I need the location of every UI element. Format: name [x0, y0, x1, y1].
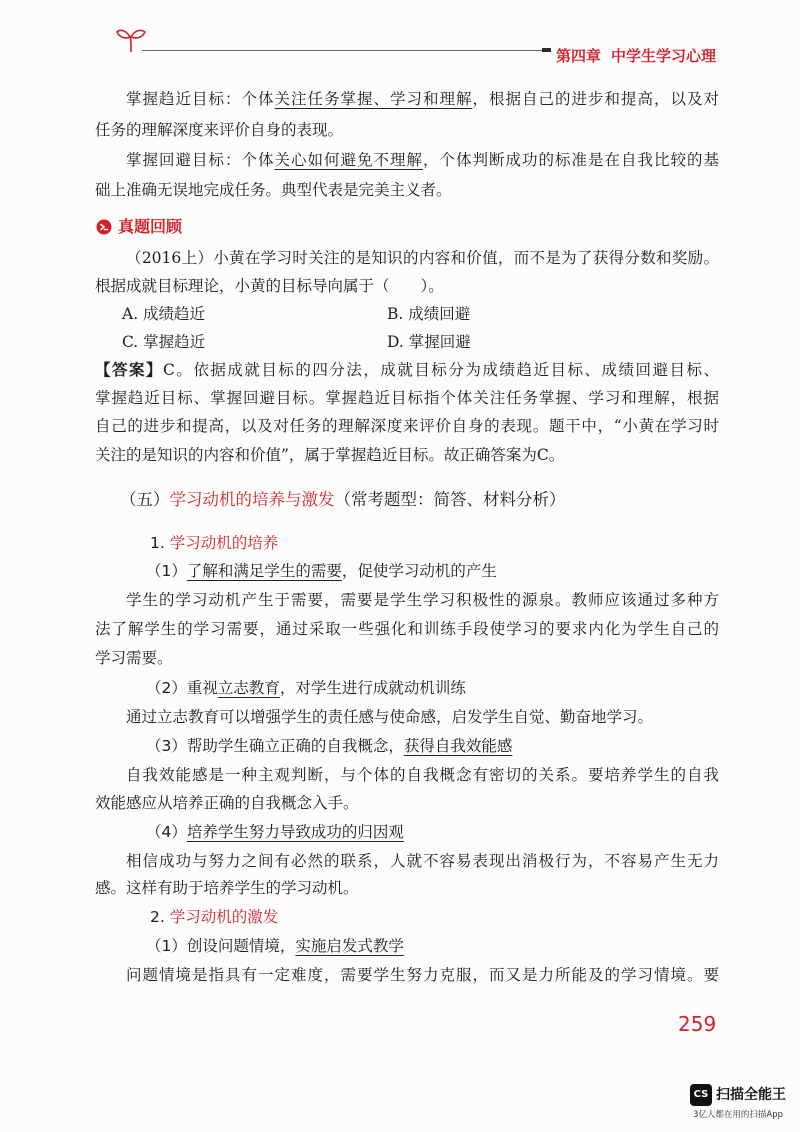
chapter-title: 中学生学习心理: [611, 47, 717, 65]
option-a: A. 成绩趋近: [122, 305, 206, 323]
underlined-text: 立志教育: [217, 679, 280, 697]
options-row: [0, 302, 800, 326]
paragraph-line: 学生的学习动机产生于需要，需要是学生学习积极性的源泉。教师应该通过多种方: [126, 591, 719, 609]
item-number: （1）: [146, 937, 187, 955]
paragraph-line: 础上准确无误地完成任务。典型代表是完美主义者。: [95, 181, 452, 199]
scanner-app-name: 扫描全能王: [716, 1087, 786, 1103]
subsection-number: 2.: [150, 908, 165, 926]
text-segment: 重视: [186, 679, 218, 697]
paragraph-line: [95, 148, 719, 172]
question-line: （2016上）小黄在学习时关注的是知识的内容和价值，而不是为了获得分数和奖励。: [126, 249, 719, 267]
text-segment: ，个体判断成功的标准是在自我比较的基: [423, 151, 719, 169]
chapter-number: 第四章: [556, 47, 602, 65]
item-number: （3）: [146, 737, 187, 755]
paragraph-line: 效能感应从培养正确的自我概念入手。: [95, 794, 359, 812]
text-segment: 创设问题情境，: [186, 937, 296, 955]
answer-line: [95, 358, 719, 382]
underlined-text: 获得自我效能感: [403, 737, 513, 755]
underlined-text: 关心如何避免不理解: [274, 151, 423, 169]
item-heading: [146, 559, 497, 583]
paragraph-line: 感。这样有助于培养学生的学习动机。: [95, 879, 359, 897]
item-heading: [146, 676, 466, 700]
paragraph-line: 问题情境是指具有一定难度，需要学生努力克服，而又是力所能及的学习情境。要: [126, 966, 719, 984]
answer-line: 掌握趋近目标、掌握回避目标。掌握趋近目标指个体关注任务掌握、学习和理解，根据: [95, 389, 719, 407]
answer-line: 自己的进步和提高，以及对任务的理解深度来评价自身的表现。题干中，“小黄在学习时: [95, 417, 719, 435]
paragraph-line: [95, 87, 719, 111]
option-b: B. 成绩回避: [387, 305, 471, 323]
subsection-title: 学习动机的培养: [169, 534, 279, 552]
subsection-heading: [150, 905, 278, 929]
item-heading: [146, 934, 404, 958]
paragraph-line: 相信成功与努力之间有必然的联系，人就不容易表现出消极行为，不容易产生无力: [126, 852, 719, 870]
item-number: （2）: [146, 679, 187, 697]
answer-text: C。依据成就目标的四分法，成就目标分为成绩趋近目标、成绩回避目标、: [163, 361, 719, 379]
paragraph-line: 任务的理解深度来评价自身的表现。: [95, 121, 344, 139]
running-header: [556, 45, 716, 66]
text-segment: ，促使学习动机的产生: [341, 562, 497, 580]
scanner-app-logo: CS: [690, 1084, 712, 1106]
options-row: [0, 330, 800, 354]
answer-label: 【答案】: [95, 360, 164, 379]
exam-review-title: 真题回顾: [118, 217, 183, 236]
question-line: 根据成就目标理论，小黄的目标导向属于（ ）。: [95, 277, 444, 295]
header-rule: [142, 50, 550, 51]
text-segment: 掌握趋近目标：个体: [126, 90, 275, 108]
text-segment: ，对学生进行成就动机训练: [279, 679, 466, 697]
option-c: C. 掌握趋近: [122, 333, 206, 351]
subsection-number: 1.: [150, 534, 165, 552]
page-number: 259: [678, 1012, 717, 1036]
subsection-heading: [150, 531, 278, 555]
paragraph-line: 法了解学生的学习需要，通过采取一些强化和训练手段使学习的要求内化为学生自己的: [95, 620, 719, 638]
underlined-text: 了解和满足学生的需要: [186, 562, 342, 580]
exam-review-icon: [96, 219, 112, 235]
underlined-text: 实施启发式教学: [295, 937, 404, 955]
item-heading: [146, 734, 512, 758]
text-segment: ，根据自己的进步和提高，以及对: [472, 90, 719, 108]
paragraph-line: 自我效能感是一种主观判断，与个体的自我概念有密切的关系。要培养学生的自我: [126, 766, 719, 784]
paragraph-line: 学习需要。: [95, 649, 173, 667]
underlined-text: 关注任务掌握、学习和理解: [274, 90, 473, 108]
item-number: （4）: [146, 823, 187, 841]
section-heading: [120, 488, 566, 512]
item-heading: [146, 820, 404, 844]
text-segment: 帮助学生确立正确的自我概念，: [186, 737, 404, 755]
text-segment: 掌握回避目标：个体: [126, 151, 275, 169]
section-title: 学习动机的培养与激发: [169, 490, 335, 509]
paragraph-line: 通过立志教育可以增强学生的责任感与使命感，启发学生自觉、勤奋地学习。: [126, 708, 654, 726]
scanner-app-tagline: 3亿人都在用的扫描App: [693, 1110, 784, 1120]
section-note: （常考题型：简答、材料分析）: [334, 490, 566, 509]
subsection-title: 学习动机的激发: [169, 908, 279, 926]
option-d: D. 掌握回避: [387, 333, 471, 351]
underlined-text: 培养学生努力导致成功的归因观: [186, 823, 404, 841]
section-number: （五）: [120, 490, 170, 509]
answer-line: 关注的是知识的内容和价值”，属于掌握趋近目标。故正确答案为C。: [95, 446, 565, 464]
item-number: （1）: [146, 562, 187, 580]
header-rule-marker: [542, 48, 551, 52]
